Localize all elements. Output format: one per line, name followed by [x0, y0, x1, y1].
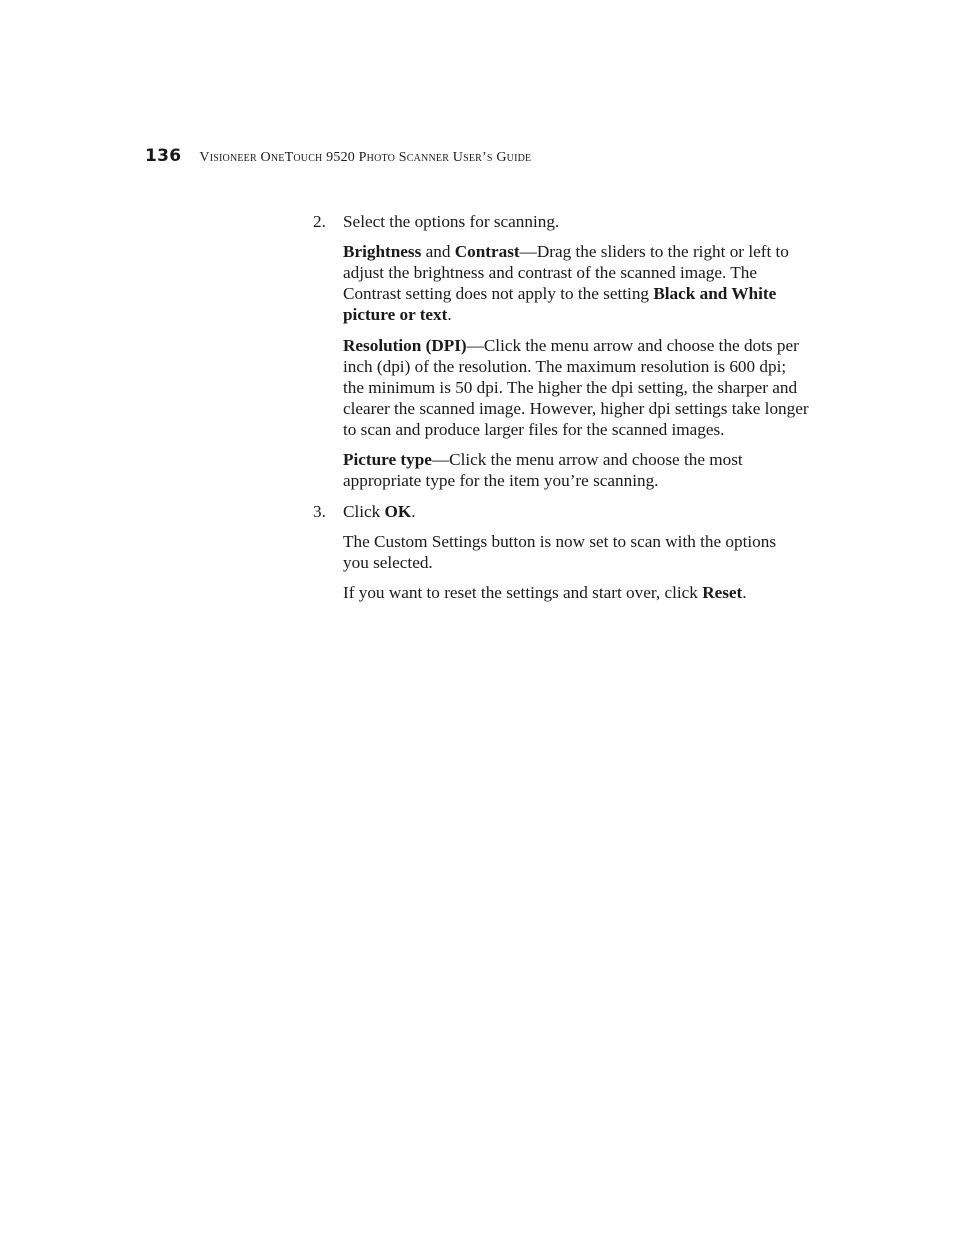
paragraph-line: picture or text. [343, 305, 452, 324]
paragraph-line: the minimum is 50 dpi. The higher the dpi setting, the sharper and [343, 378, 798, 397]
paragraph-line: appropriate type for the item you’re scanning. [343, 471, 659, 490]
paragraph-line: adjust the brightness and contrast of the scanned image. The [343, 263, 757, 282]
resolution-paragraph [343, 335, 813, 440]
picture-type-paragraph [343, 449, 813, 491]
step-text: Click OK. [343, 502, 416, 521]
paragraph-line: Contrast setting does not apply to the setting Black and White [343, 284, 777, 303]
custom-settings-paragraph [343, 531, 813, 573]
paragraph-line: Brightness and Contrast—Drag the sliders to the right or left to [343, 242, 789, 261]
contrast-term: Contrast [454, 242, 520, 261]
setting-term-continued: picture or text [343, 305, 448, 324]
paragraph-line: Resolution (DPI)—Click the menu arrow and choose the dots per [343, 336, 799, 355]
picture-type-term: Picture type [343, 450, 432, 469]
running-title: Visioneer OneTouch 9520 Photo Scanner User’s Guide [199, 150, 532, 165]
paragraph-line: The Custom Settings button is now set to scan with the options [343, 532, 777, 551]
paragraph-line: Picture type—Click the menu arrow and choose the most [343, 450, 743, 469]
step-text: Select the options for scanning. [343, 212, 560, 231]
step-number: 2. [313, 212, 326, 231]
brightness-contrast-paragraph [343, 241, 813, 325]
resolution-term: Resolution (DPI) [343, 336, 467, 355]
brightness-term: Brightness [343, 242, 422, 261]
setting-term: Black and White [653, 284, 777, 303]
paragraph-line: you selected. [343, 553, 433, 572]
page-header [145, 146, 531, 166]
page-number: 136 [145, 146, 182, 166]
paragraph-line: If you want to reset the settings and start over, click Reset. [343, 583, 747, 602]
ok-term: OK [384, 502, 412, 521]
reset-term: Reset [702, 583, 743, 602]
reset-paragraph [343, 582, 813, 603]
step-number: 3. [313, 502, 326, 521]
paragraph-line: clearer the scanned image. However, higher dpi settings take longer [343, 399, 809, 418]
paragraph-line: to scan and produce larger files for the scanned images. [343, 420, 725, 439]
paragraph-line: inch (dpi) of the resolution. The maximum resolution is 600 dpi; [343, 357, 787, 376]
